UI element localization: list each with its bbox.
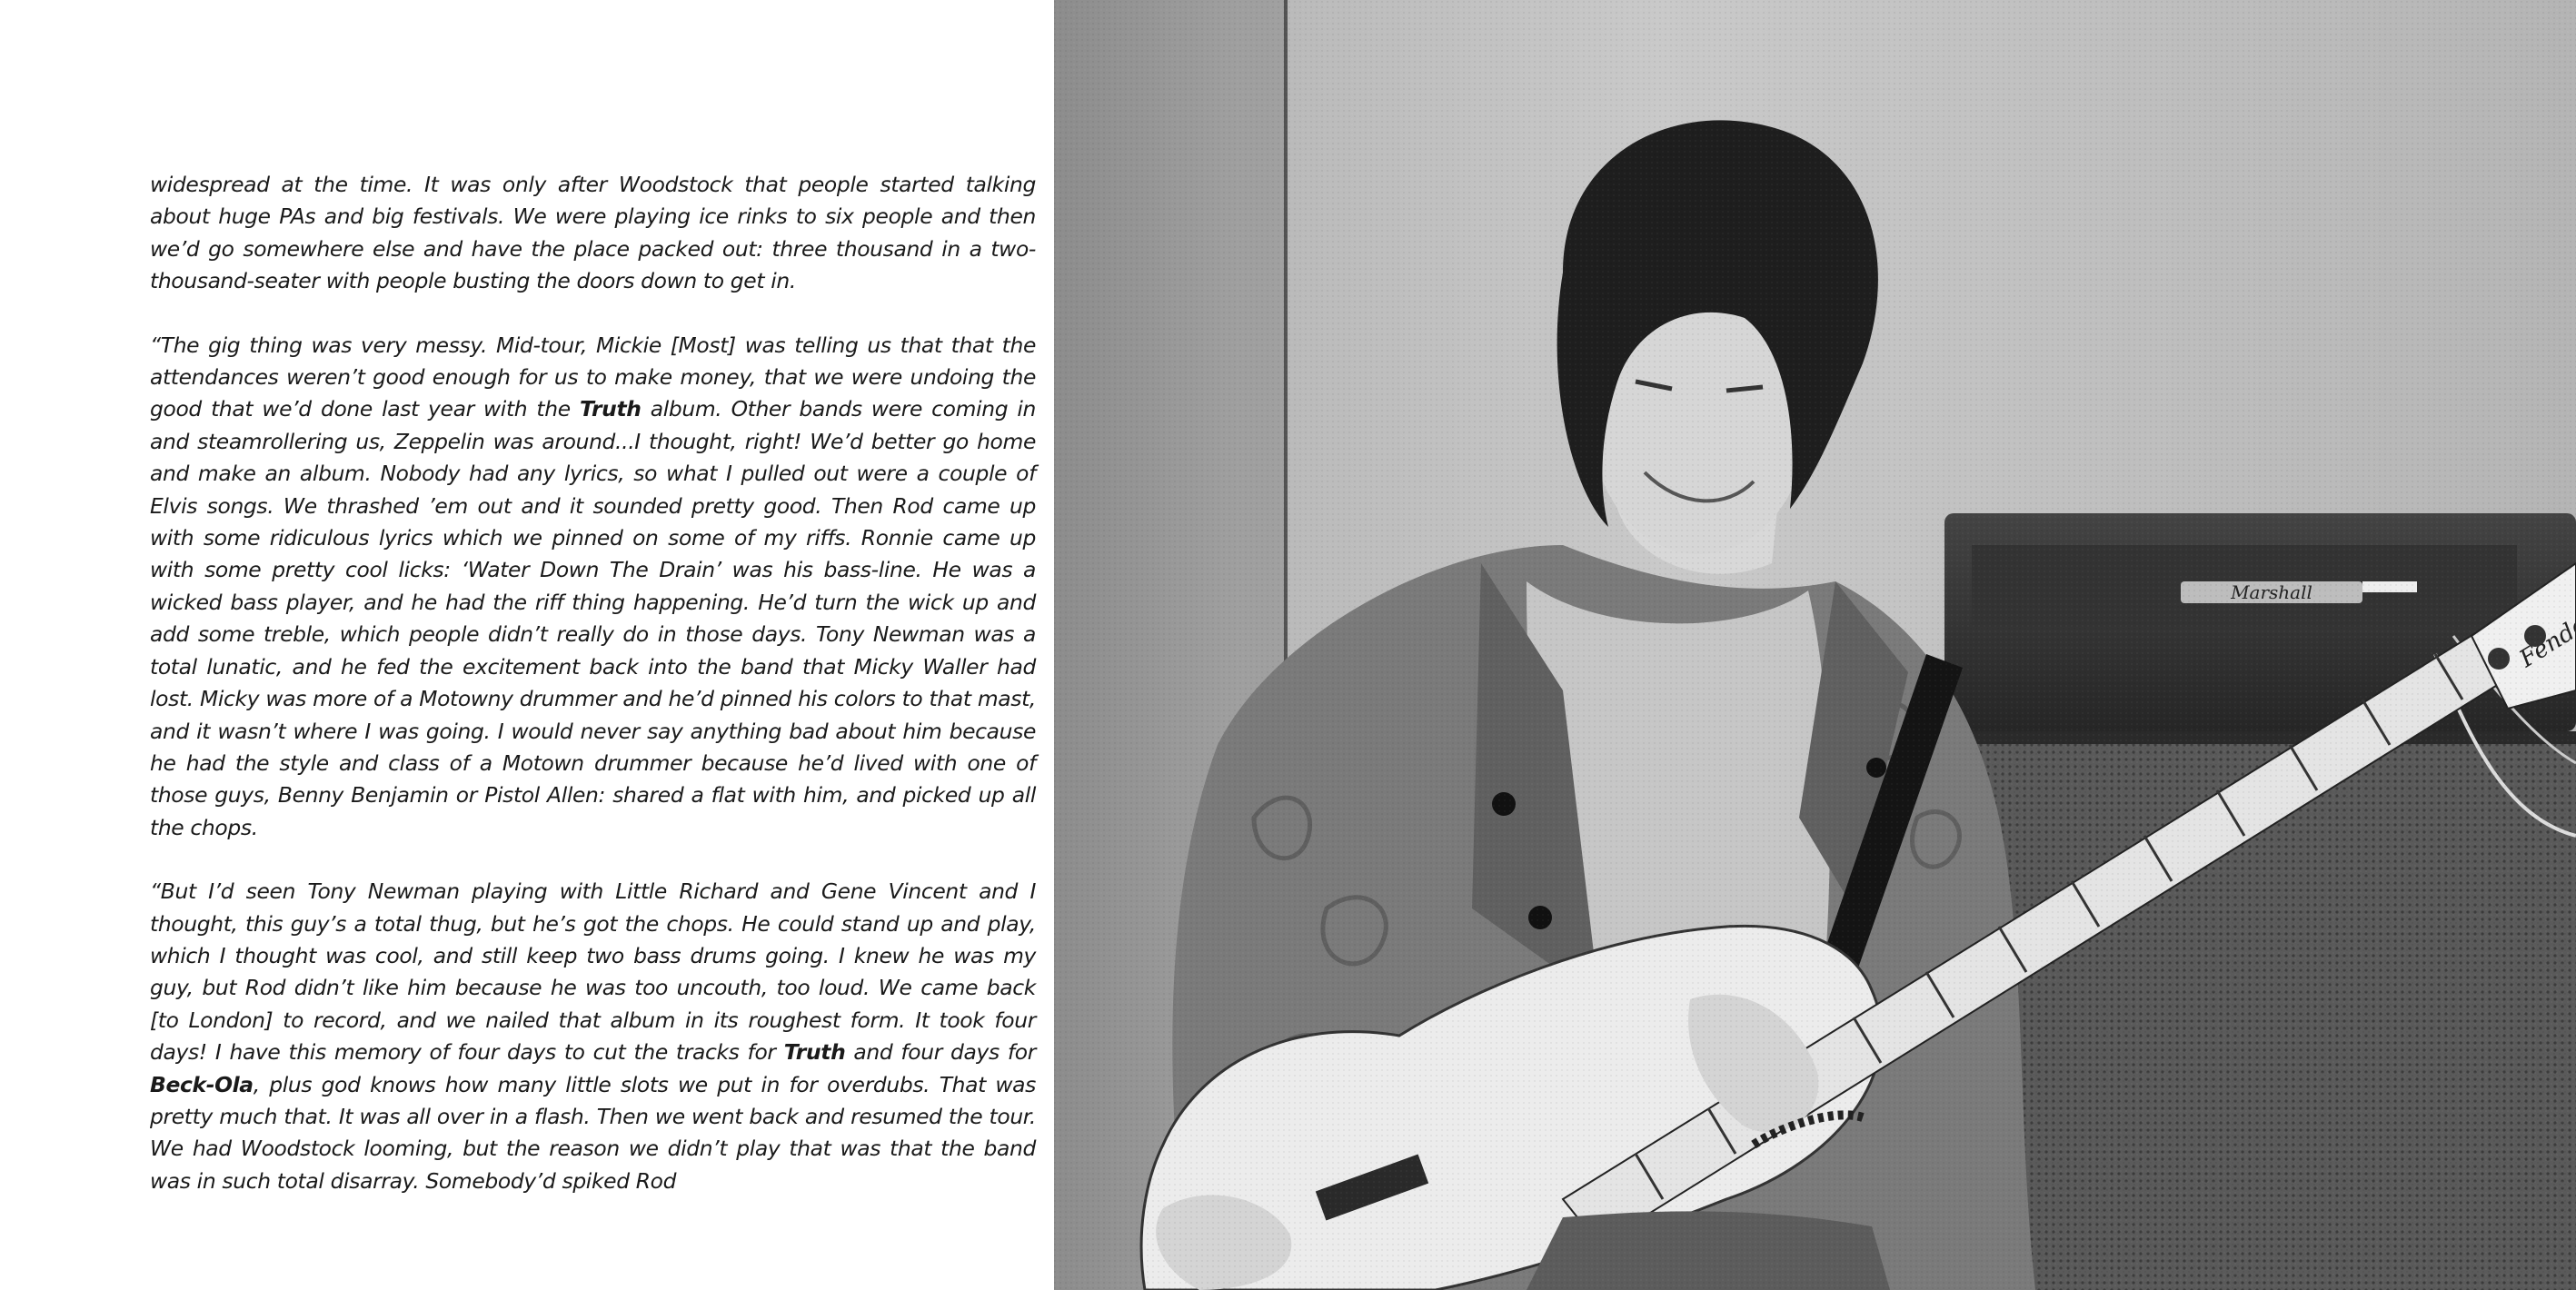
paragraph-3: “But I’d seen Tony Newman playing with Little Richard and Gene Vincent and I thought, this guy’s a total thug, but he’s got the chops. He could stand up and play, which I thought was cool, and still keep two bass drums going. I knew he was my guy, but Rod didn’t like him because he was too uncouth, too loud. We came back [to London] to record, and we nailed that album in its roughest form. It took four days! I have this memory of four days to cut the tracks for Truth and four days for Beck-Ola, plus god knows how many little slots we put in for overdubs. That was pretty much that. It was all over in a flash. Then we went back and resumed the tour. We had Woodstock looming, but the reason we didn’t play that was that the band was in such total disarray. Somebody’d spiked Rod	[150, 878, 1037, 1194]
article-text	[150, 169, 1036, 1229]
photo-page	[1054, 0, 2576, 1290]
album-title-truth: Truth	[579, 396, 642, 422]
album-title-truth: Truth	[783, 1039, 846, 1066]
paragraph-1: widespread at the time. It was only after Woodstock that people started talking about huge PAs and big festivals. We were playing ice rinks to six people and then we’d go somewhere else and have the place packed out: three thousand in a two-thousand-seater with people busting the doors down to get in.	[150, 172, 1036, 294]
paragraph-2: “The gig thing was very messy. Mid-tour, Mickie [Most] was telling us that that the attendances weren’t good enough for us to make money, that we were undoing the good that we’d done last year with the Truth album. Other bands were coming in and steamrollering us, Zeppelin was around...I thought, right! We’d better go home and make an album. Nobody had any lyrics, so what I pulled out were a couple of Elvis songs. We thrashed ’em out and it sounded pretty good. Then Rod came up with some ridiculous lyrics which we pinned on some of my riffs. Ronnie came up with some pretty cool licks: ‘Water Down The Drain’ was his bass-line. He was a wicked bass player, and he had the riff thing happening. He’d turn the wick up and add some treble, which people didn’t really do in those days. Tony Newman was a total lunatic, and he fed the excitement back into the band that Micky Waller had lost. Micky was more of a Motowny drummer and he’d pinned his colors to that mast, and it wasn’t where I was going. I would never say anything bad about him because he had the style and class of a Motown drummer because he’d lived with one of those guys, Benny Benjamin or Pistol Allen: shared a flat with him, and picked up all the chops.	[150, 332, 1036, 840]
album-title-beck-ola: Beck-Ola	[150, 1071, 254, 1097]
bass-guitarist-photo-icon	[1054, 0, 2576, 1290]
text-page	[0, 0, 1054, 1290]
